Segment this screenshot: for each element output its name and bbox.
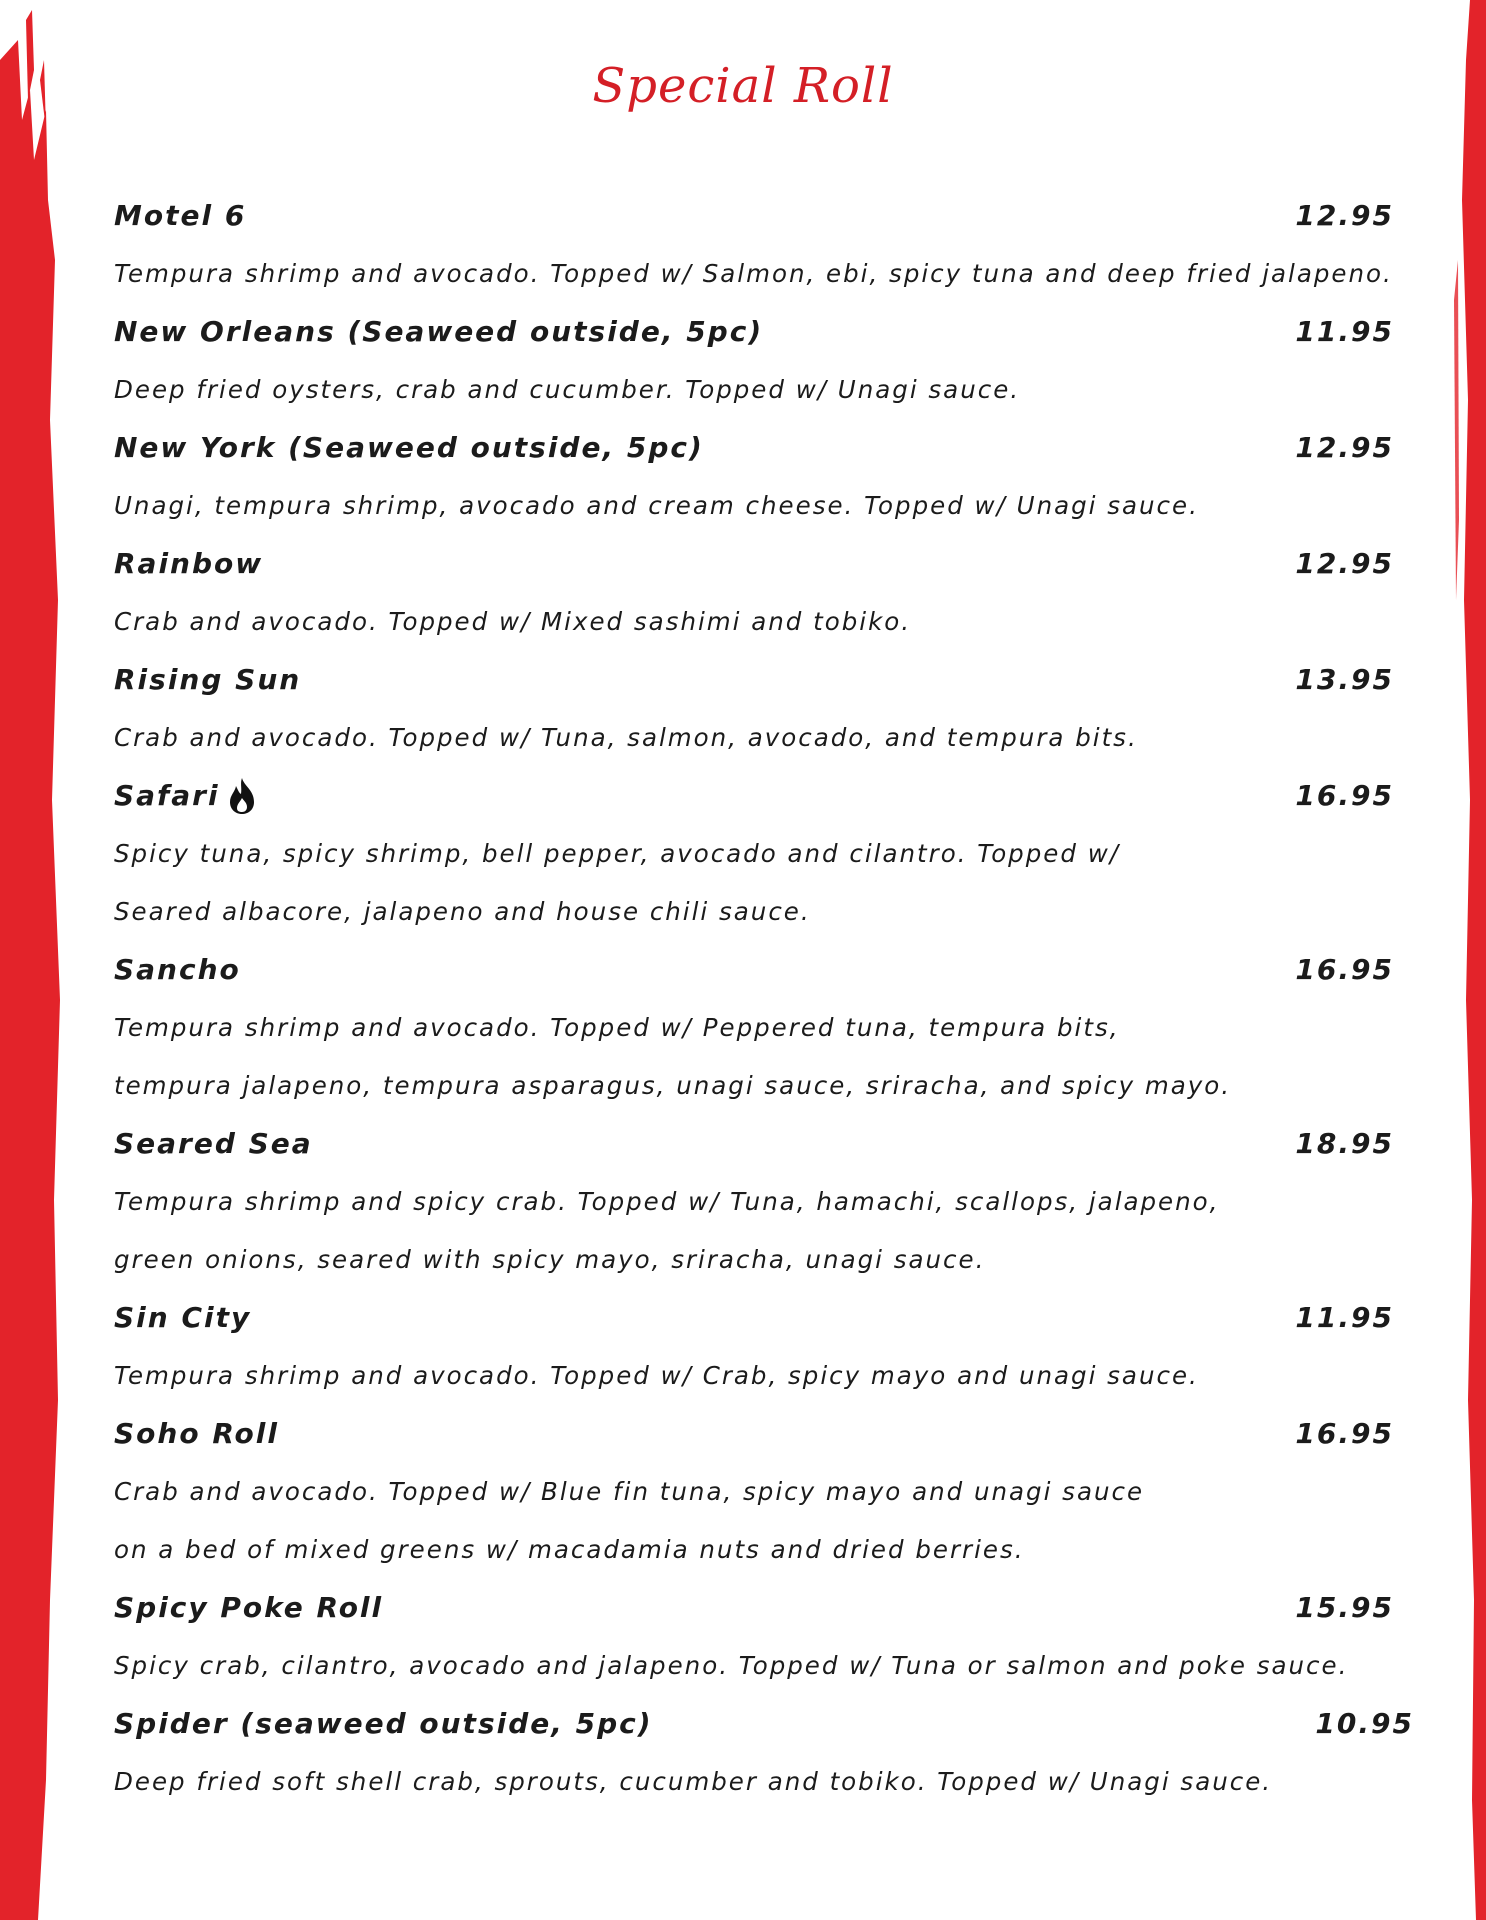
menu-list [114,187,1414,1811]
menu-item-description: on a bed of mixed greens w/ macadamia nuts and dried berries. [114,1535,1025,1564]
menu-item-price: 11.95 [1295,1301,1394,1334]
menu-item-name [114,1289,251,1347]
menu-item [114,419,1394,535]
menu-item-name [114,419,704,477]
menu-item-header [114,419,1394,477]
menu-item-name [114,1405,279,1463]
menu-item [114,1289,1394,1405]
menu-item-header [114,187,1394,245]
menu-item-name-text: Rising Sun [114,663,302,696]
menu-item-description: tempura jalapeno, tempura asparagus, unagi sauce, sriracha, and spicy mayo. [114,1071,1232,1100]
menu-item [114,1695,1414,1811]
menu-item-name [114,303,763,361]
menu-item-name-text: Sancho [114,953,241,986]
menu-item-price: 10.95 [1315,1707,1414,1740]
menu-item-name-text: Rainbow [114,547,264,580]
menu-item-name [114,651,301,709]
menu-item [114,187,1394,303]
red-brush-stroke-right [1446,0,1486,1920]
menu-item-price: 12.95 [1295,431,1394,464]
menu-item-header [114,1115,1394,1173]
menu-item-name [114,1115,313,1173]
menu-item [114,651,1394,767]
menu-item-description: Deep fried soft shell crab, sprouts, cucumber and tobiko. Topped w/ Unagi sauce. [114,1767,1273,1796]
menu-item-description: green onions, seared with spicy mayo, sriracha, unagi sauce. [114,1245,986,1274]
menu-item [114,303,1394,419]
menu-item-price: 11.95 [1295,315,1394,348]
menu-item-name-text: Spicy Poke Roll [114,1591,384,1624]
menu-item-price: 15.95 [1295,1591,1394,1624]
menu-item-price: 13.95 [1295,663,1394,696]
menu-item-price: 12.95 [1295,199,1394,232]
menu-item-description: Crab and avocado. Topped w/ Blue fin tuna, spicy mayo and unagi sauce [114,1477,1145,1506]
menu-item-name [114,767,260,825]
menu-item-name [114,941,241,999]
menu-item-name [114,187,246,245]
menu-item-description: Crab and avocado. Topped w/ Mixed sashimi and tobiko. [114,607,912,636]
menu-item-name-text: Seared Sea [114,1127,313,1160]
menu-item-name-text: Soho Roll [114,1417,279,1450]
menu-item-description: Tempura shrimp and avocado. Topped w/ Salmon, ebi, spicy tuna and deep fried jalapeno. [114,259,1393,288]
menu-item [114,1115,1394,1289]
menu-item-name [114,535,263,593]
fire-icon [224,776,260,816]
menu-item-description: Deep fried oysters, crab and cucumber. Topped w/ Unagi sauce. [114,375,1021,404]
menu-item-description: Spicy crab, cilantro, avocado and jalapeno. Topped w/ Tuna or salmon and poke sauce. [114,1651,1349,1680]
menu-item-description: Tempura shrimp and avocado. Topped w/ Crab, spicy mayo and unagi sauce. [114,1361,1199,1390]
red-brush-stroke-left [0,0,70,1920]
menu-item-description: Spicy tuna, spicy shrimp, bell pepper, avocado and cilantro. Topped w/ [114,839,1120,868]
menu-item-name [114,1695,653,1753]
menu-item-header [114,1695,1414,1753]
menu-item [114,1579,1394,1695]
menu-item-name-text: Sin City [114,1301,252,1334]
menu-item-name-text: New Orleans (Seaweed outside, 5pc) [114,315,764,348]
menu-item-description: Tempura shrimp and spicy crab. Topped w/ Tuna, hamachi, scallops, jalapeno, [114,1187,1220,1216]
menu-item-price: 16.95 [1295,953,1394,986]
menu-item-header [114,941,1394,999]
menu-item-name-text: New York (Seaweed outside, 5pc) [114,431,704,464]
menu-item-header [114,767,1394,825]
menu-item-description: Unagi, tempura shrimp, avocado and cream cheese. Topped w/ Unagi sauce. [114,491,1199,520]
menu-item-price: 18.95 [1295,1127,1394,1160]
menu-item-header [114,1579,1394,1637]
menu-item-price: 16.95 [1295,1417,1394,1450]
menu-item-price: 12.95 [1295,547,1394,580]
menu-item [114,767,1394,941]
menu-item-name-text: Spider (seaweed outside, 5pc) [114,1707,653,1740]
menu-item [114,941,1394,1115]
menu-item-name-text: Safari [114,779,220,812]
page-title: Special Roll [592,58,894,114]
menu-item-header [114,535,1394,593]
menu-item-header [114,1289,1394,1347]
menu-item-header [114,651,1394,709]
menu-item-header [114,1405,1394,1463]
menu-item-description: Tempura shrimp and avocado. Topped w/ Peppered tuna, tempura bits, [114,1013,1120,1042]
menu-item-description: Crab and avocado. Topped w/ Tuna, salmon, avocado, and tempura bits. [114,723,1138,752]
menu-item-description: Seared albacore, jalapeno and house chili sauce. [114,897,811,926]
menu-item [114,1405,1394,1579]
menu-item-name [114,1579,383,1637]
menu-item-header [114,303,1394,361]
menu-item-name-text: Motel 6 [114,199,247,232]
menu-item-price: 16.95 [1295,779,1394,812]
menu-item [114,535,1394,651]
